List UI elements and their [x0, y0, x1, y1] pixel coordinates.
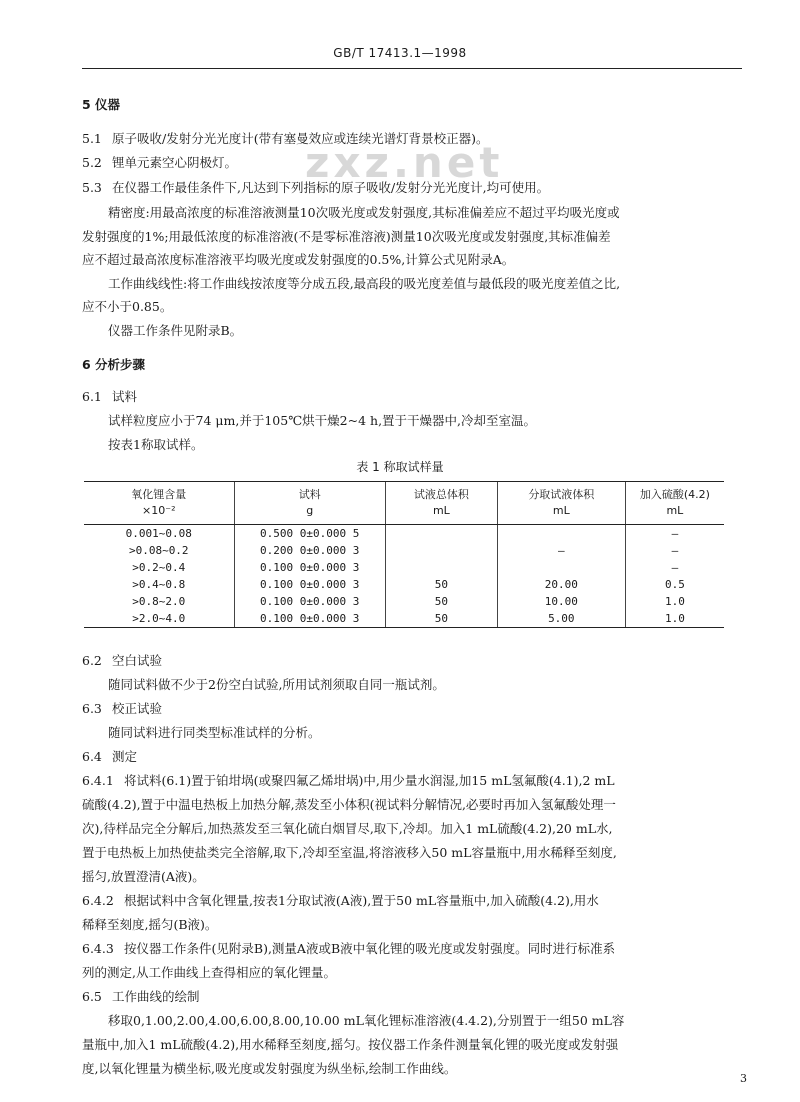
header-label: 分取试液体积	[528, 488, 595, 501]
calibration-curve-text: 量瓶中,加入1 mL硫酸(4.2),用水稀释至刻度,摇匀。按仪器工作条件测量氧化锂的吸光度或发射强	[82, 1037, 619, 1052]
clause-6-5	[82, 990, 754, 1004]
clause-6-4-1-line: 置于电热板上加热使盐类完全溶解,取下,冷却至室温,将溶液移入50 mL容量瓶中,用水稀释至刻度,	[82, 845, 617, 860]
table-row	[84, 559, 724, 576]
table-cell	[497, 559, 625, 576]
clause-number: 6.3	[82, 701, 102, 716]
clause-number: 5.1	[82, 131, 102, 146]
sample-weighing-text: 按表1称取试样。	[108, 437, 204, 452]
clause-number: 6.1	[82, 389, 102, 404]
clause-number: 6.4.3	[82, 941, 114, 956]
clause-number: 5.3	[82, 180, 102, 195]
table-header-cell	[385, 482, 497, 525]
table-cell: >0.08~0.2	[128, 544, 189, 557]
table-cell: —	[625, 542, 724, 559]
clause-text: 锂单元素空心阴极灯。	[112, 155, 238, 170]
clause-heading: 空白试验	[112, 653, 163, 668]
table-cell: —	[497, 542, 625, 559]
clause-text: 在仪器工作最佳条件下,凡达到下列指标的原子吸收/发射分光光度计,均可使用。	[112, 180, 550, 195]
clause-number: 6.4.2	[82, 893, 114, 908]
header-unit: mL	[552, 504, 570, 517]
blank-test-text: 随同试料做不少于2份空白试验,所用试剂须取自同一瓶试剂。	[108, 677, 445, 692]
table-cell: —	[625, 525, 724, 543]
header-unit: mL	[432, 504, 450, 517]
clause-6-4	[82, 750, 754, 764]
clause-6-4-1-line: 次),待样品完全分解后,加热蒸发至三氧化硫白烟冒尽,取下,冷却。加入1 mL硫酸(4.2),20 mL水,	[82, 821, 613, 836]
calibration-curve-text: 度,以氧化锂量为横坐标,吸光度或发射强度为纵坐标,绘制工作曲线。	[82, 1061, 457, 1076]
clause-6-4-1-line: 硫酸(4.2),置于中温电热板上加热分解,蒸发至小体积(视试料分解情况,必要时再加入氢氟酸处理一	[82, 797, 616, 812]
header-label: 加入硫酸(4.2)	[639, 488, 710, 501]
precision-text-line: 应不超过最高浓度标准溶液平均吸光度或发射强度的0.5%,计算公式见附录A。	[82, 252, 515, 267]
table-cell: >0.4~0.8	[132, 578, 186, 591]
table-cell: 20.00	[497, 576, 625, 593]
table-1	[84, 481, 724, 628]
table-cell	[385, 542, 497, 559]
clause-text: 根据试料中含氧化锂量,按表1分取试液(A液),置于50 mL容量瓶中,加入硫酸(4.2),用水	[124, 893, 599, 908]
table-row	[84, 576, 724, 593]
clause-number: 6.5	[82, 989, 102, 1004]
table-row	[84, 542, 724, 559]
clause-6-4-2-line: 稀释至刻度,摇匀(B液)。	[82, 917, 218, 932]
clause-text: 按仪器工作条件(见附录B),测量A液或B液中氧化锂的吸光度或发射强度。同时进行标准系	[124, 941, 616, 956]
header-label: 氧化锂含量	[131, 488, 187, 501]
linearity-text-line: 应不小于0.85。	[82, 299, 173, 314]
table-cell: 5.00	[497, 610, 625, 628]
clause-6-4-3	[82, 942, 754, 956]
table-cell: 10.00	[497, 593, 625, 610]
clause-5-3	[82, 181, 754, 195]
table-cell: 0.100 0±0.000 3	[234, 610, 385, 628]
table-cell	[497, 525, 625, 543]
table-cell: 0.100 0±0.000 3	[234, 576, 385, 593]
clause-heading: 测定	[112, 749, 138, 764]
clause-text: 原子吸收/发射分光光度计(带有塞曼效应或连续光谱灯背景校正器)。	[112, 131, 489, 146]
table-cell: >0.2~0.4	[132, 561, 186, 574]
clause-heading: 校正试验	[112, 701, 163, 716]
table-cell	[385, 559, 497, 576]
instrument-conditions-text: 仪器工作条件见附录B。	[108, 323, 243, 338]
clause-6-1	[82, 390, 754, 404]
table-cell: —	[625, 559, 724, 576]
header-divider	[82, 68, 742, 69]
table-cell: 0.5	[625, 576, 724, 593]
table-header-cell	[234, 482, 385, 525]
table-cell: 1.0	[625, 610, 724, 628]
clause-5-1	[82, 132, 754, 146]
table-cell: >2.0~4.0	[84, 610, 234, 628]
linearity-text-line: 工作曲线线性:将工作曲线按浓度等分成五段,最高段的吸光度差值与最低段的吸光度差值之比,	[108, 276, 621, 291]
table-cell: 0.200 0±0.000 3	[234, 542, 385, 559]
table-row	[84, 593, 724, 610]
page-number: 3	[740, 1072, 747, 1085]
table-header-cell	[497, 482, 625, 525]
table-cell: 50	[385, 593, 497, 610]
standard-code-header: GB/T 17413.1—1998	[333, 46, 467, 60]
precision-text-line: 发射强度的1%;用最低浓度的标准溶液(不是零标准溶液)测量10次吸光度或发射强度,其标准偏差	[82, 229, 611, 244]
table-cell: 1.0	[625, 593, 724, 610]
table-cell: 50	[385, 576, 497, 593]
table-cell: >0.8~2.0	[132, 595, 186, 608]
sample-prep-text: 试样粒度应小于74 μm,并于105℃烘干燥2~4 h,置于干燥器中,冷却至室温。	[108, 413, 537, 428]
table-cell	[385, 525, 497, 543]
table-1-title: 表 1 称取试样量	[356, 460, 444, 474]
clause-6-4-2	[82, 894, 754, 908]
calibration-curve-text: 移取0,1.00,2.00,4.00,6.00,8.00,10.00 mL氧化锂标准溶液(4.4.2),分别置于一组50 mL容	[108, 1013, 625, 1028]
header-label: 试料	[298, 488, 321, 501]
clause-6-4-1	[82, 774, 754, 788]
clause-number: 6.2	[82, 653, 102, 668]
clause-6-3	[82, 702, 754, 716]
watermark: zxz.net	[305, 138, 504, 187]
table-header-cell	[625, 482, 724, 525]
clause-6-2	[82, 654, 754, 668]
table-cell: 0.001~0.08	[125, 527, 192, 540]
header-unit: mL	[666, 504, 684, 517]
clause-5-2	[82, 156, 754, 170]
clause-heading: 试料	[112, 389, 138, 404]
table-cell: 50	[385, 610, 497, 628]
section-6-title: 6 分析步骤	[82, 357, 146, 372]
precision-text-line: 精密度:用最高浓度的标准溶液测量10次吸光度或发射强度,其标准偏差应不超过平均吸光度或	[108, 205, 620, 220]
clause-number: 5.2	[82, 155, 102, 170]
clause-text: 将试料(6.1)置于铂坩埚(或聚四氟乙烯坩埚)中,用少量水润湿,加15 mL氢氟酸(4.1),2 mL	[124, 773, 615, 788]
table-row	[84, 525, 724, 543]
header-unit: g	[306, 504, 314, 517]
clause-heading: 工作曲线的绘制	[112, 989, 200, 1004]
table-header-row	[84, 482, 724, 525]
calibration-test-text: 随同试料进行同类型标准试样的分析。	[108, 725, 321, 740]
clause-6-4-3-line: 列的测定,从工作曲线上查得相应的氧化锂量。	[82, 965, 336, 980]
table-cell: 0.500 0±0.000 5	[234, 525, 385, 543]
table-header-cell	[84, 482, 234, 525]
section-5-title: 5 仪器	[82, 97, 121, 112]
header-label: 试液总体积	[413, 488, 469, 501]
table-cell: 0.100 0±0.000 3	[234, 559, 385, 576]
table-row	[84, 610, 724, 628]
clause-6-4-1-line: 摇匀,放置澄清(A液)。	[82, 869, 205, 884]
table-cell: 0.100 0±0.000 3	[234, 593, 385, 610]
header-unit: ×10⁻²	[142, 504, 176, 517]
clause-number: 6.4.1	[82, 773, 114, 788]
clause-number: 6.4	[82, 749, 102, 764]
